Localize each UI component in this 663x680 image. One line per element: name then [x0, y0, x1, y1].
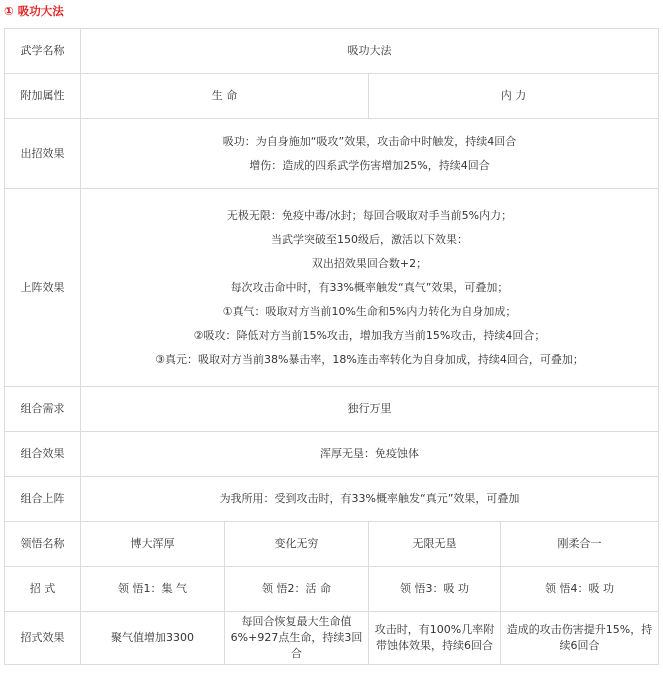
row-insight-name	[5, 522, 659, 567]
deploy-line: ②吸攻：降低对方当前15%攻击，增加我方当前15%攻击，持续4回合；	[193, 328, 546, 342]
label-move-effects: 招式效果	[5, 612, 81, 665]
effect-line: 吸功：为自身施加“吸攻”效果，攻击命中时触发，持续4回合	[222, 134, 517, 148]
value-combo-deploy: 为我所用：受到攻击时，有33%概率触发“真元”效果，可叠加	[81, 477, 659, 522]
move-effect-3: 攻击时，有100%几率附带蚀体效果，持续6回合	[369, 612, 501, 665]
deploy-lines	[81, 189, 659, 387]
section-title: ① 吸功大法	[4, 4, 64, 18]
deploy-line: 当武学突破至150级后，激活以下效果：	[271, 232, 468, 246]
value-combo-req: 独行万里	[81, 387, 659, 432]
row-deploy	[5, 189, 659, 387]
move-effect-4: 造成的攻击伤害提升15%，持续6回合	[501, 612, 659, 665]
value-name: 吸功大法	[81, 29, 659, 74]
move-4: 领 悟4：吸 功	[501, 567, 659, 612]
deploy-line: ③真元：吸取对方当前38%暴击率，18%连击率转化为自身加成，持续4回合，可叠加；	[155, 352, 584, 366]
deploy-line: 无极无限：免疫中毒/冰封；每回合吸取对手当前5%内力；	[226, 208, 513, 222]
row-move-effects	[5, 612, 659, 665]
effect-line: 增伤：造成的四系武学伤害增加25%，持续4回合	[249, 158, 490, 172]
label-insight-name: 领悟名称	[5, 522, 81, 567]
label-combo-effect: 组合效果	[5, 432, 81, 477]
skill-table	[4, 28, 659, 665]
label-deploy: 上阵效果	[5, 189, 81, 387]
insight-name-3: 无限无垦	[369, 522, 501, 567]
insight-name-4: 刚柔合一	[501, 522, 659, 567]
insight-name-1: 博大浑厚	[81, 522, 225, 567]
label-combo-req: 组合需求	[5, 387, 81, 432]
value-combo-effect: 浑厚无垦：免疫蚀体	[81, 432, 659, 477]
insight-name-2: 变化无穷	[225, 522, 369, 567]
row-name	[5, 29, 659, 74]
move-2: 领 悟2：活 命	[225, 567, 369, 612]
move-3: 领 悟3：吸 功	[369, 567, 501, 612]
label-name: 武学名称	[5, 29, 81, 74]
label-moves: 招 式	[5, 567, 81, 612]
effect-lines	[81, 119, 659, 189]
move-effect-2: 每回合恢复最大生命值6%+927点生命，持续3回合	[225, 612, 369, 665]
row-attrs	[5, 74, 659, 119]
attr-life: 生 命	[81, 74, 369, 119]
deploy-line: 每次攻击命中时，有33%概率触发“真气”效果，可叠加；	[230, 280, 509, 294]
label-effect: 出招效果	[5, 119, 81, 189]
row-combo-req	[5, 387, 659, 432]
deploy-line: 双出招效果回合数+2；	[311, 256, 428, 270]
row-combo-deploy	[5, 477, 659, 522]
attr-inner-power: 内 力	[369, 74, 659, 119]
move-effect-1: 聚气值增加3300	[81, 612, 225, 665]
row-combo-effect	[5, 432, 659, 477]
move-1: 领 悟1：集 气	[81, 567, 225, 612]
row-effect	[5, 119, 659, 189]
label-combo-deploy: 组合上阵	[5, 477, 81, 522]
label-attrs: 附加属性	[5, 74, 81, 119]
row-moves	[5, 567, 659, 612]
deploy-line: ①真气：吸取对方当前10%生命和5%内力转化为自身加成；	[222, 304, 517, 318]
